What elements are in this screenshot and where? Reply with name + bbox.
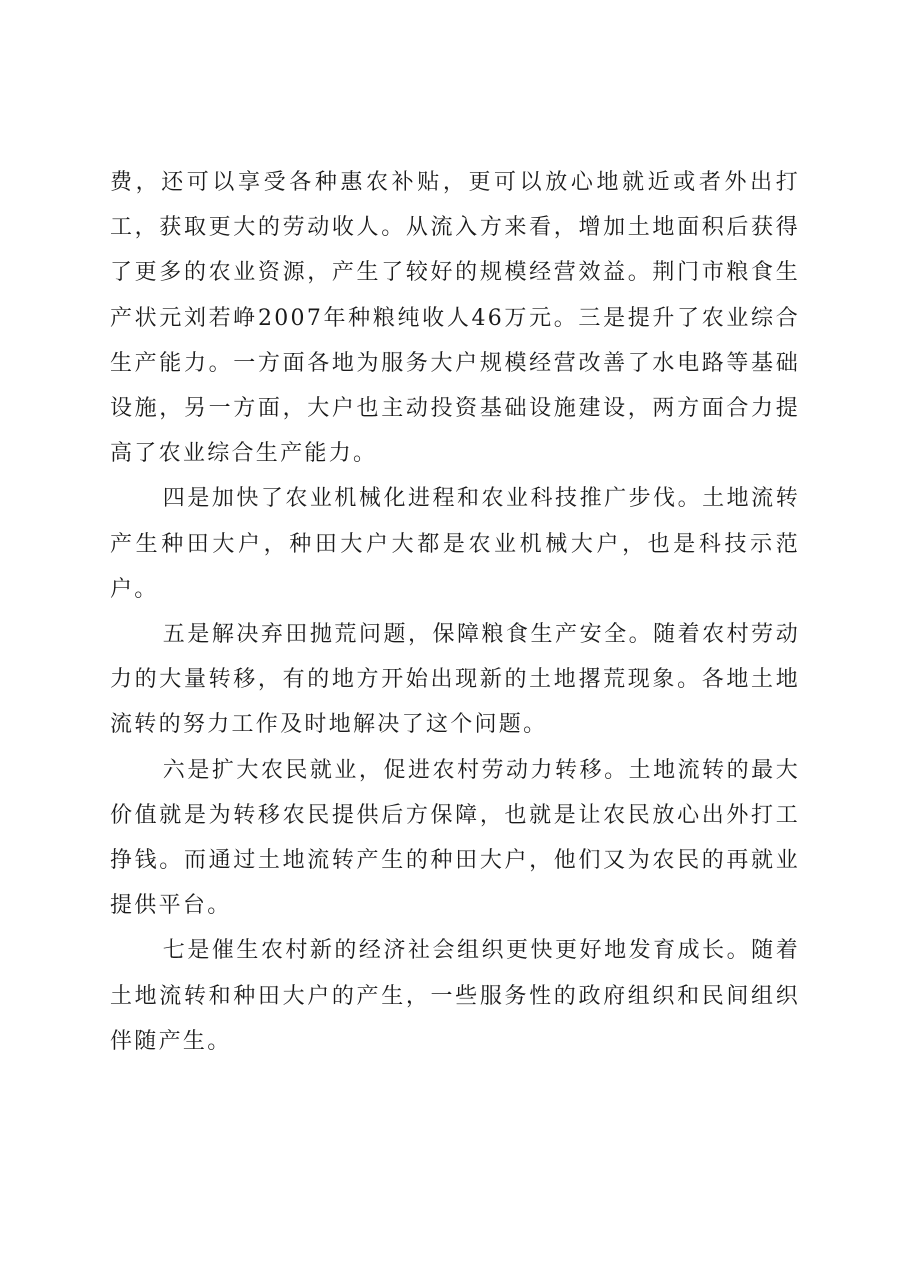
paragraph-3: 五是解决弃田抛荒问题，保障粮食生产安全。随着农村劳动力的大量转移，有的地方开始出现新的土地撂荒现象。各地土地流转的努力工作及时地解决了这个问题。 <box>110 622 800 738</box>
paragraph-1: 费，还可以享受各种惠农补贴，更可以放心地就近或者外出打工，获取更大的劳动收人。从流入方来看，增加土地面积后获得了更多的农业资源，产生了较好的规模经营效益。荆门市粮食生产状元刘若峥2007年种粮纯收人46万元。三是提升了农业综合生产能力。一方面各地为服务大户规模经营改善了水电路等基础设施，另一方面，大户也主动投资基础设施建设，两方面合力提高了农业综合生产能力。 <box>110 170 800 467</box>
paragraph-5: 七是催生农村新的经济社会组织更快更好地发育成长。随着土地流转和种田大户的产生，一些服务性的政府组织和民间组织伴随产生。 <box>110 938 800 1054</box>
paragraph-2: 四是加快了农业机械化进程和农业科技推广步伐。土地流转产生种田大户，种田大户大都是农业机械大户，也是科技示范户。 <box>110 486 800 602</box>
paragraph-4: 六是扩大农民就业，促进农村劳动力转移。土地流转的最大价值就是为转移农民提供后方保障，也就是让农民放心出外打工挣钱。而通过土地流转产生的种田大户，他们又为农民的再就业提供平台。 <box>110 757 800 919</box>
document-body <box>110 160 800 1064</box>
